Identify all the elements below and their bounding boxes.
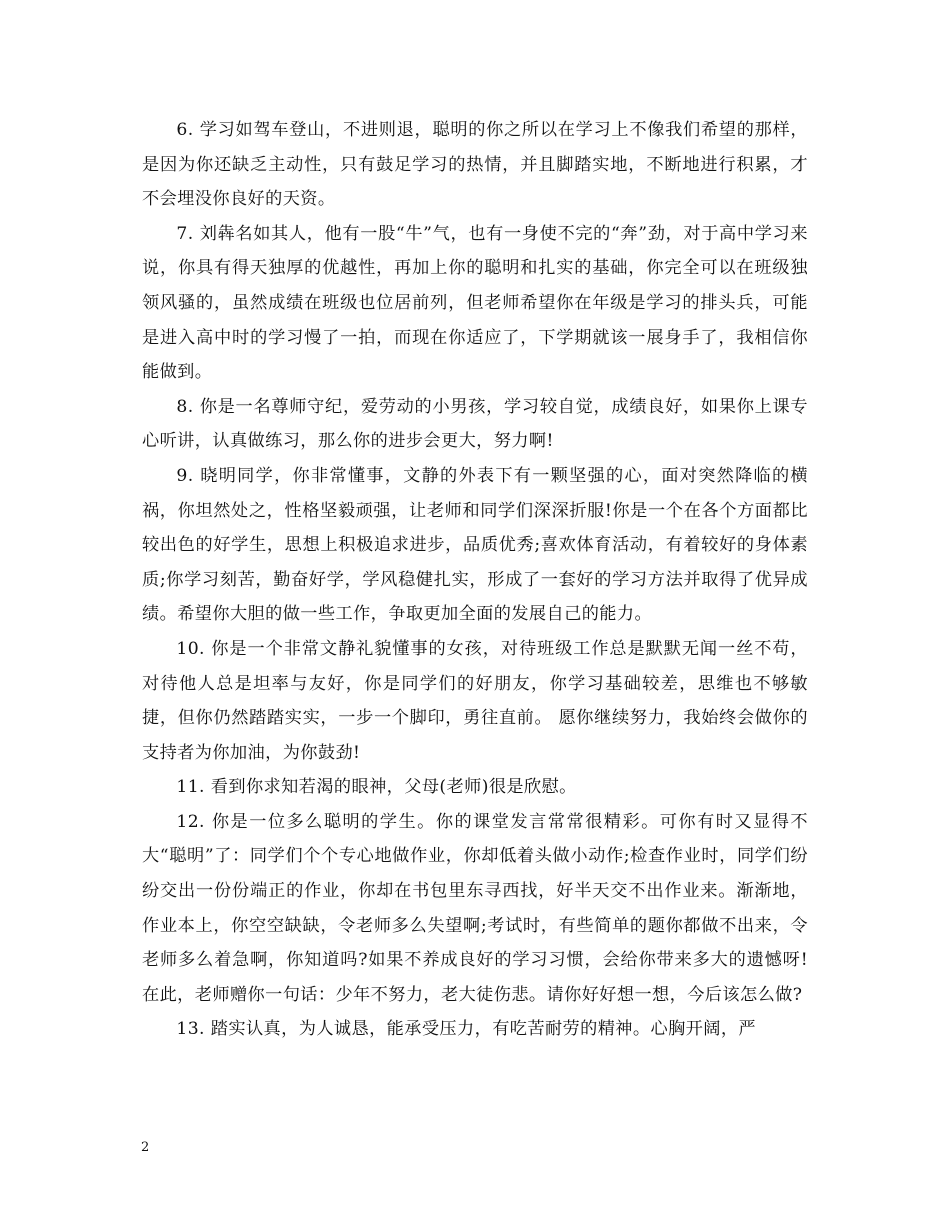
paragraph-11: 11. 看到你求知若渴的眼神，父母(老师)很是欣慰。 bbox=[176, 777, 577, 798]
paragraph-12: 12. 你是一位多么聪明的学生。你的课堂发言常常很精彩。可你有时又显得不大“聪明”了：同学们个个专心地做作业，你却低着头做小动作;检查作业时，同学们纷纷交出一份份端正的作业，你却在书包里东寻西找，好半天交不出作业来。渐渐地，作业本上，你空空缺缺，令老师多么失望啊;考试时，有些简单的题你都做不出来，令老师多么着急啊，你知道吗?如果不养成良好的学习习惯，会给你带来多大的遗憾呀!在此，老师赠你一句话：少年不努力，老大徒伤悲。请你好好想一想，今后该怎么做? bbox=[142, 811, 808, 1005]
paragraph-10: 10. 你是一个非常文静礼貌懂事的女孩，对待班级工作总是默默无闻一丝不苟，对待他人总是坦率与友好，你是同学们的好朋友，你学习基础较差，思维也不够敏捷，但你仍然踏踏实实，一步一个脚印，勇往直前。 愿你继续努力，我始终会做你的支持者为你加油，为你鼓劲! bbox=[142, 638, 808, 763]
paragraph-9: 9. 晓明同学，你非常懂事，文静的外表下有一颗坚强的心，面对突然降临的横祸，你坦然处之，性格坚毅顽强，让老师和同学们深深折服!你是一个在各个方面都比较出色的好学生，思想上积极追求进步，品质优秀;喜欢体育活动，有着较好的身体素质;你学习刻苦，勤奋好学，学风稳健扎实，形成了一套好的学习方法并取得了优异成绩。希望你大胆的做一些工作，争取更加全面的发展自己的能力。 bbox=[142, 465, 808, 625]
page-number: 2 bbox=[141, 1140, 150, 1155]
paragraph-7: 7. 刘犇名如其人，他有一股“牛”气，也有一身使不完的“奔”劲，对于高中学习来说，你具有得天独厚的优越性，再加上你的聪明和扎实的基础，你完全可以在班级独领风骚的，虽然成绩在班级也位居前列，但老师希望你在年级是学习的排头兵，可能是进入高中时的学习慢了一拍，而现在你适应了，下学期就该一展身手了，我相信你能做到。 bbox=[142, 223, 808, 383]
paragraph-8: 8. 你是一名尊师守纪，爱劳动的小男孩，学习较自觉，成绩良好，如果你上课专心听讲，认真做练习，那么你的进步会更大，努力啊! bbox=[142, 396, 808, 452]
paragraph-13: 13. 踏实认真，为人诚恳，能承受压力，有吃苦耐劳的精神。心胸开阔，严 bbox=[176, 1019, 757, 1040]
document-body bbox=[142, 113, 808, 1047]
paragraph-6: 6. 学习如驾车登山，不进则退，聪明的你之所以在学习上不像我们希望的那样，是因为你还缺乏主动性，只有鼓足学习的热情，并且脚踏实地，不断地进行积累，才不会埋没你良好的天资。 bbox=[142, 120, 808, 210]
